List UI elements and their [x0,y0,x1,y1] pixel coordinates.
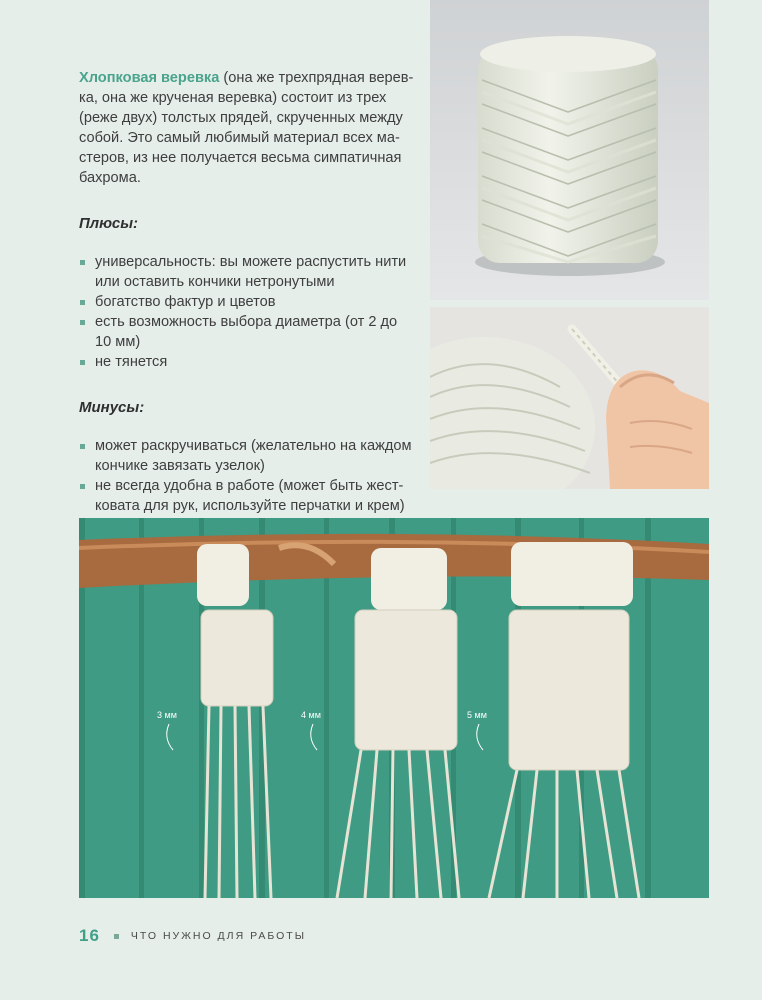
list-item-line: или оставить кончики нетронутыми [95,274,335,290]
text-column [79,68,414,516]
list-item [79,292,414,312]
list-item-line: не тянется [95,354,168,370]
intro-line: собой. Это самый любимый материал всех ма- [79,130,400,146]
intro-line: (она же трехпрядная верев- [219,70,414,86]
list-item-line: не всегда удобна в работе (может быть жест- [95,478,404,494]
macrame-samples-photo [79,518,709,898]
size-label-4mm: 4 мм [301,710,321,720]
rope-spool-photo [430,0,709,300]
intro-line: ка, она же крученая веревка) состоит из трех [79,90,387,106]
intro-line: бахрома. [79,170,141,186]
page-footer [79,924,306,948]
page-number: 16 [79,926,100,945]
list-item [79,252,414,292]
size-label-5mm: 5 мм [467,710,487,720]
cons-list [79,436,414,516]
list-item [79,476,414,516]
intro-line: стеров, из нее получается весьма симпатичная [79,150,402,166]
list-item-line: ковата для рук, используйте перчатки и крем) [95,498,405,514]
list-item-line: богатство фактур и цветов [95,294,276,310]
intro-paragraph [79,68,414,188]
pros-list [79,252,414,372]
rope-end-photo [430,307,709,489]
list-item-line: универсальность: вы можете распустить нити [95,254,407,270]
intro-line: (реже двух) толстых прядей, скрученных между [79,110,403,126]
footer-separator [114,934,119,939]
list-item [79,312,414,352]
list-item-line: кончике завязать узелок) [95,458,265,474]
size-label-3mm: 3 мм [157,710,177,720]
list-item-line: может раскручиваться (желательно на каждом [95,438,412,454]
list-item-line: есть возможность выбора диаметра (от 2 до [95,314,398,330]
list-item [79,436,414,476]
term-highlight: Хлопковая веревка [79,70,220,86]
running-title: ЧТО НУЖНО ДЛЯ РАБОТЫ [130,930,307,942]
cons-heading: Минусы: [79,399,145,416]
list-item-line: 10 мм) [95,334,141,350]
list-item [79,352,414,372]
pros-heading: Плюсы: [79,215,139,232]
